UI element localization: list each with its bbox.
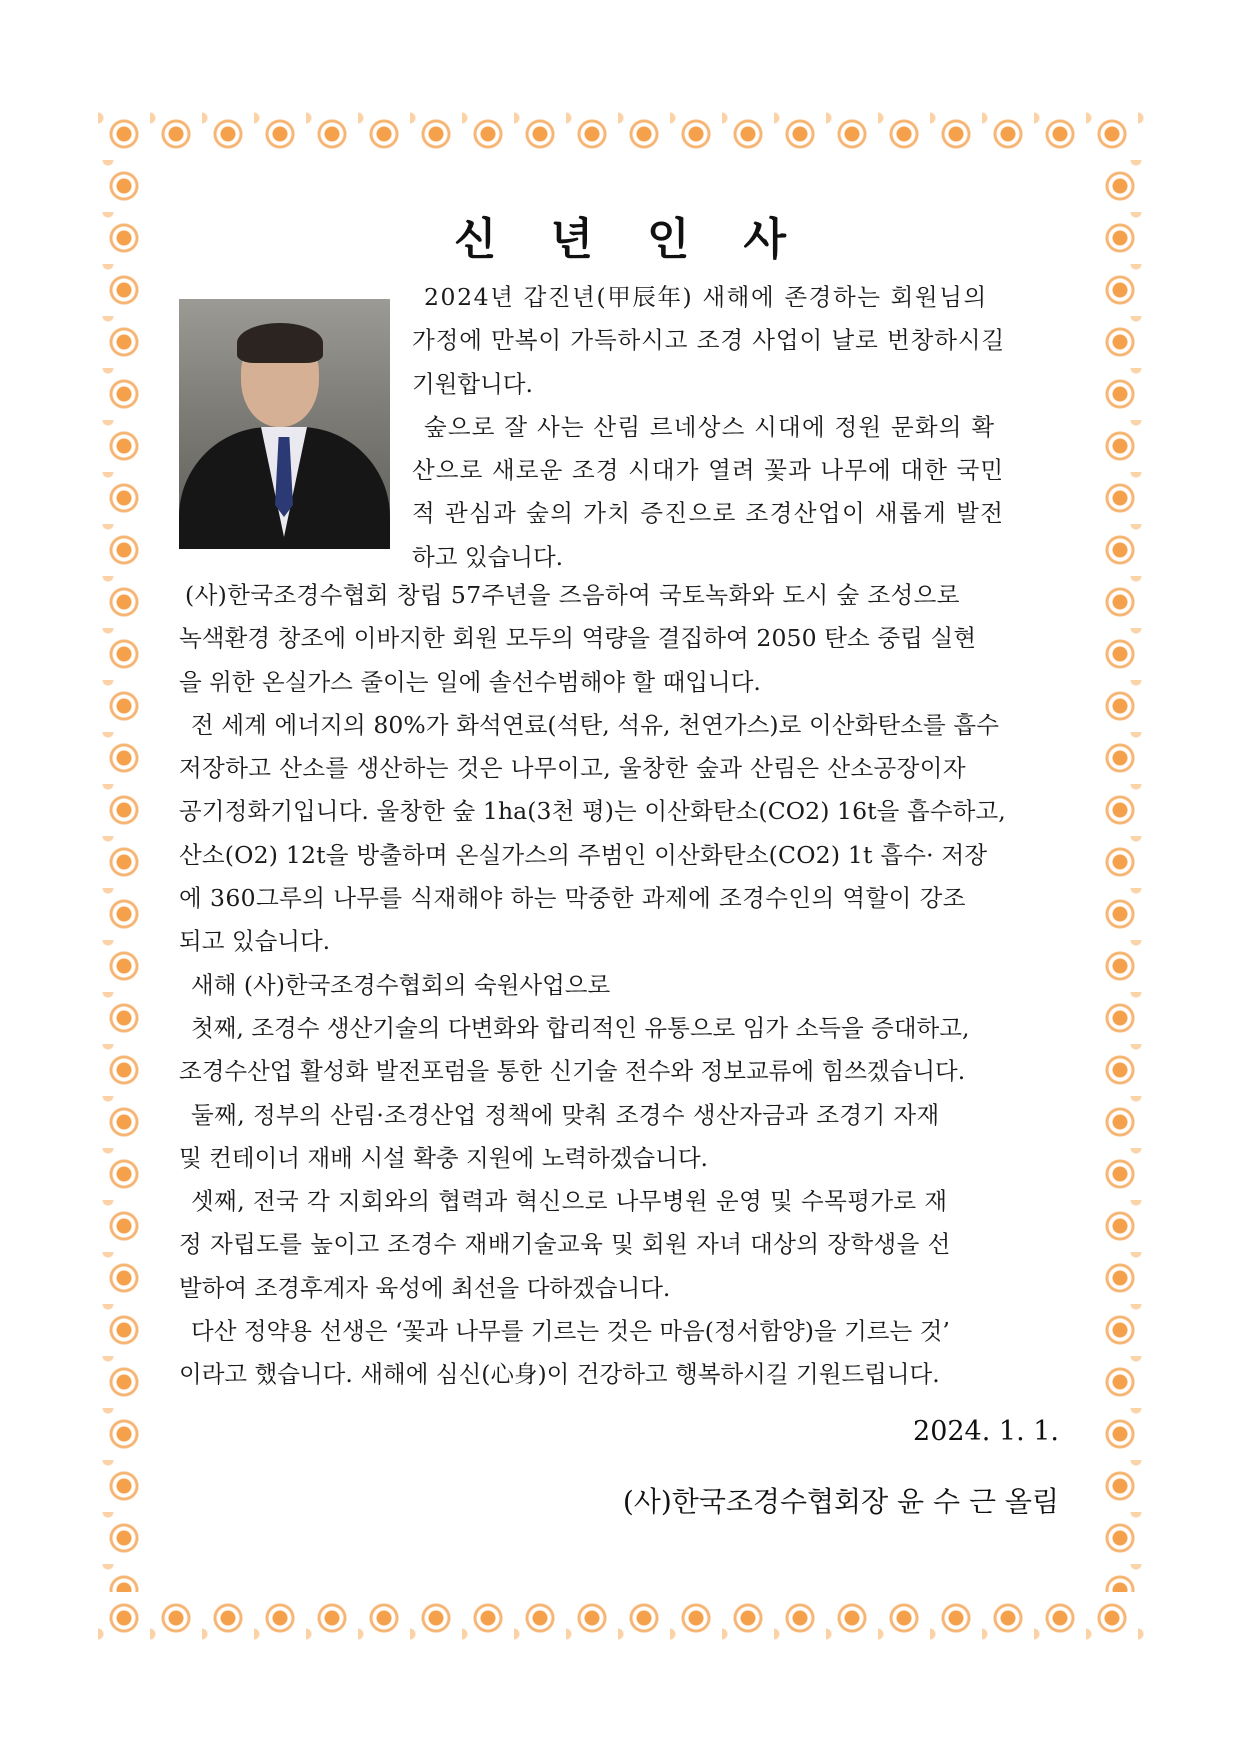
- text-line: 하고 있습니다.: [412, 542, 564, 571]
- text-line: 적 관심과 숲의 가치 증진으로 조경산업이 새롭게 발전: [412, 499, 1005, 528]
- greeting-paragraph-b: [179, 574, 1059, 1397]
- text-line: 공기정화기입니다. 울창한 숲 1ha(3천 평)는 이산화탄소(CO2) 16t을 흡수하고,: [179, 797, 1006, 826]
- title-char: 년: [550, 214, 593, 265]
- text-line: 이라고 했습니다. 새해에 심신(心身)이 건강하고 행복하시길 기원드립니다.: [179, 1360, 940, 1389]
- photo-hair: [237, 323, 323, 363]
- text-line: 첫째, 조경수 생산기술의 다변화와 합리적인 유통으로 임가 소득을 증대하고,: [191, 1013, 970, 1042]
- text-line: 녹색환경 창조에 이바지한 회원 모두의 역량을 결집하여 2050 탄소 중립 실현: [179, 624, 977, 653]
- title-char: 사: [743, 214, 787, 265]
- text-line: 되고 있습니다.: [179, 927, 331, 956]
- text-line: 전 세계 에너지의 80%가 화석연료(석탄, 석유, 천연가스)로 이산화탄소를 흡수: [191, 710, 999, 739]
- letter-date: 2024. 1. 1.: [913, 1416, 1059, 1447]
- greeting-paragraph-a: [412, 276, 1059, 579]
- text-line: 에 360그루의 나무를 식재해야 하는 막중한 과제에 조경수인의 역할이 강조: [179, 884, 966, 913]
- text-line: 다산 정약용 선생은 ‘꽃과 나무를 기르는 것은 마음(정서함양)을 기르는 것’: [191, 1317, 950, 1346]
- border-right: [1094, 160, 1146, 1592]
- text-line: 조경수산업 활성화 발전포럼을 통한 신기술 전수와 정보교류에 힘쓰겠습니다.: [179, 1057, 966, 1086]
- text-line: 을 위한 온실가스 줄이는 일에 솔선수범해야 할 때입니다.: [179, 667, 761, 696]
- text-line: 숲으로 잘 사는 산림 르네상스 시대에 정원 문화의 확: [424, 412, 996, 441]
- text-line: 2024년 갑진년(甲辰年) 새해에 존경하는 회원님의: [424, 283, 988, 311]
- text-line: 기원합니다.: [412, 369, 533, 398]
- text-line: 셋째, 전국 각 지회와의 협력과 혁신으로 나무병원 운영 및 수목평가로 재: [191, 1187, 948, 1216]
- border-bottom: [98, 1592, 1146, 1644]
- portrait-photo: [179, 299, 390, 549]
- border-left: [98, 160, 150, 1592]
- text-line: 산소(O2) 12t을 방출하며 온실가스의 주범인 이산화탄소(CO2) 1t 흡수· 저장: [179, 840, 988, 869]
- text-line: 및 컨테이너 재배 시설 확충 지원에 노력하겠습니다.: [179, 1143, 709, 1172]
- text-line: 둘째, 정부의 산림·조경산업 정책에 맞춰 조경수 생산자금과 조경기 자재: [191, 1100, 940, 1129]
- text-line: 저장하고 산소를 생산하는 것은 나무이고, 울창한 숲과 산림은 산소공장이자: [179, 754, 966, 783]
- signature: (사)한국조경수협회장 윤 수 근 올림: [622, 1485, 1059, 1518]
- text-line: 산으로 새로운 조경 시대가 열려 꽃과 나무에 대한 국민: [412, 456, 1005, 485]
- title-char: 신: [453, 214, 497, 265]
- page-title: [0, 203, 1240, 267]
- text-line: 새해 (사)한국조경수협회의 숙원사업으로: [191, 970, 611, 999]
- text-line: 발하여 조경후계자 육성에 최선을 다하겠습니다.: [179, 1273, 671, 1302]
- text-line: (사)한국조경수협회 창립 57주년을 즈음하여 국토녹화와 도시 숲 조성으로: [185, 581, 960, 609]
- text-line: 가정에 만복이 가득하시고 조경 사업이 날로 번창하시길: [412, 326, 1006, 355]
- border-top: [98, 108, 1146, 160]
- text-line: 정 자립도를 높이고 조경수 재배기술교육 및 회원 자녀 대상의 장학생을 선: [179, 1230, 951, 1259]
- title-char: 인: [647, 214, 690, 265]
